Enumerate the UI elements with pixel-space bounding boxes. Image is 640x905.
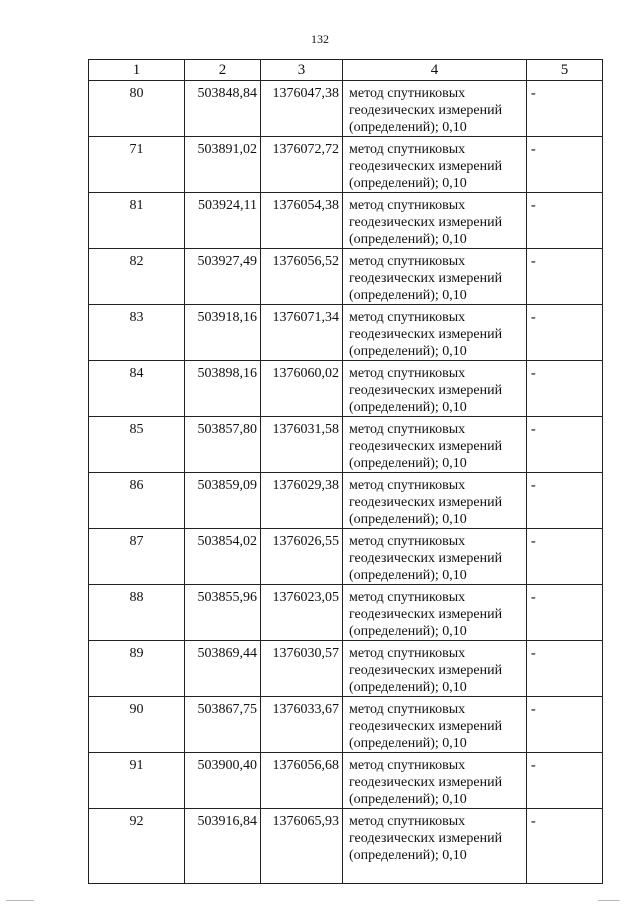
method-line: метод спутниковых [349,758,466,773]
method-cell [343,305,527,361]
method-line: геодезических измерений [349,103,503,118]
method-line: метод спутниковых [349,422,466,437]
page-number: 132 [311,32,329,46]
column-header: 2 [185,60,261,81]
table-header-row [89,60,603,81]
method-line: геодезических измерений [349,607,503,622]
column-header: 3 [261,60,343,81]
x-coordinate-cell: 503924,11 [185,193,261,249]
method-line: метод спутниковых [349,534,466,549]
table-row [89,81,603,137]
method-cell [343,361,527,417]
point-number-cell: 91 [89,753,185,809]
x-coordinate-cell: 503927,49 [185,249,261,305]
method-cell [343,81,527,137]
point-number-cell: 80 [89,81,185,137]
y-coordinate-cell: 1376033,67 [261,697,343,753]
table-row [89,249,603,305]
method-line: (определений); 0,10 [349,792,467,807]
y-coordinate-cell: 1376026,55 [261,529,343,585]
note-cell: - [527,193,603,249]
note-cell: - [527,809,603,884]
y-coordinate-cell: 1376056,52 [261,249,343,305]
x-coordinate-cell: 503867,75 [185,697,261,753]
method-line: (определений); 0,10 [349,288,467,303]
note-cell: - [527,529,603,585]
note-cell: - [527,417,603,473]
table-row [89,305,603,361]
x-coordinate-cell: 503918,16 [185,305,261,361]
method-line: геодезических измерений [349,775,503,790]
method-line: геодезических измерений [349,551,503,566]
table-row [89,193,603,249]
method-line: (определений); 0,10 [349,120,467,135]
method-line: метод спутниковых [349,590,466,605]
note-cell: - [527,697,603,753]
y-coordinate-cell: 1376023,05 [261,585,343,641]
table-row [89,361,603,417]
point-number-cell: 81 [89,193,185,249]
x-coordinate-cell: 503859,09 [185,473,261,529]
method-cell [343,641,527,697]
method-cell [343,249,527,305]
table-row [89,585,603,641]
method-line: геодезических измерений [349,271,503,286]
column-header: 1 [89,60,185,81]
method-line: (определений); 0,10 [349,176,467,191]
table-row [89,753,603,809]
method-line: геодезических измерений [349,383,503,398]
method-line: метод спутниковых [349,86,466,101]
method-cell [343,697,527,753]
y-coordinate-cell: 1376047,38 [261,81,343,137]
method-line: геодезических измерений [349,159,503,174]
y-coordinate-cell: 1376065,93 [261,809,343,884]
x-coordinate-cell: 503916,84 [185,809,261,884]
method-line: метод спутниковых [349,814,466,829]
method-cell [343,473,527,529]
method-line: метод спутниковых [349,198,466,213]
method-line: геодезических измерений [349,719,503,734]
x-coordinate-cell: 503898,16 [185,361,261,417]
table-row [89,809,603,884]
method-line: геодезических измерений [349,663,503,678]
table-body [89,81,603,884]
x-coordinate-cell: 503891,02 [185,137,261,193]
x-coordinate-cell: 503857,80 [185,417,261,473]
method-line: метод спутниковых [349,478,466,493]
x-coordinate-cell: 503854,02 [185,529,261,585]
method-line: геодезических измерений [349,495,503,510]
point-number-cell: 87 [89,529,185,585]
method-line: геодезических измерений [349,215,503,230]
method-cell [343,529,527,585]
method-line: метод спутниковых [349,366,466,381]
y-coordinate-cell: 1376029,38 [261,473,343,529]
x-coordinate-cell: 503855,96 [185,585,261,641]
point-number-cell: 88 [89,585,185,641]
point-number-cell: 82 [89,249,185,305]
method-line: (определений); 0,10 [349,736,467,751]
y-coordinate-cell: 1376072,72 [261,137,343,193]
y-coordinate-cell: 1376030,57 [261,641,343,697]
method-line: (определений); 0,10 [349,512,467,527]
point-number-cell: 89 [89,641,185,697]
note-cell: - [527,137,603,193]
x-coordinate-cell: 503869,44 [185,641,261,697]
note-cell: - [527,361,603,417]
y-coordinate-cell: 1376054,38 [261,193,343,249]
note-cell: - [527,81,603,137]
y-coordinate-cell: 1376071,34 [261,305,343,361]
table-row [89,417,603,473]
note-cell: - [527,641,603,697]
point-number-cell: 84 [89,361,185,417]
table-row [89,697,603,753]
note-cell: - [527,753,603,809]
y-coordinate-cell: 1376031,58 [261,417,343,473]
point-number-cell: 83 [89,305,185,361]
method-line: (определений); 0,10 [349,456,467,471]
method-line: метод спутниковых [349,702,466,717]
note-cell: - [527,305,603,361]
method-cell [343,585,527,641]
method-cell [343,753,527,809]
method-line: метод спутниковых [349,254,466,269]
note-cell: - [527,249,603,305]
table-row [89,529,603,585]
point-number-cell: 85 [89,417,185,473]
table-row [89,473,603,529]
method-line: геодезических измерений [349,831,503,846]
y-coordinate-cell: 1376060,02 [261,361,343,417]
point-number-cell: 92 [89,809,185,884]
coordinates-table [88,59,603,884]
point-number-cell: 90 [89,697,185,753]
method-line: (определений); 0,10 [349,400,467,415]
method-cell [343,417,527,473]
method-line: метод спутниковых [349,646,466,661]
scan-edge-mark [6,900,34,901]
table-row [89,641,603,697]
note-cell: - [527,473,603,529]
method-cell [343,137,527,193]
method-line: (определений); 0,10 [349,344,467,359]
method-line: метод спутниковых [349,310,466,325]
method-line: метод спутниковых [349,142,466,157]
x-coordinate-cell: 503848,84 [185,81,261,137]
table-row [89,137,603,193]
column-header: 5 [527,60,603,81]
method-line: (определений); 0,10 [349,848,467,863]
method-cell [343,193,527,249]
column-header: 4 [343,60,527,81]
method-line: (определений); 0,10 [349,232,467,247]
method-line: геодезических измерений [349,439,503,454]
point-number-cell: 86 [89,473,185,529]
scan-edge-mark [598,900,620,901]
method-line: геодезических измерений [349,327,503,342]
method-line: (определений); 0,10 [349,568,467,583]
method-line: (определений); 0,10 [349,680,467,695]
method-cell [343,809,527,884]
point-number-cell: 71 [89,137,185,193]
method-line: (определений); 0,10 [349,624,467,639]
x-coordinate-cell: 503900,40 [185,753,261,809]
note-cell: - [527,585,603,641]
y-coordinate-cell: 1376056,68 [261,753,343,809]
